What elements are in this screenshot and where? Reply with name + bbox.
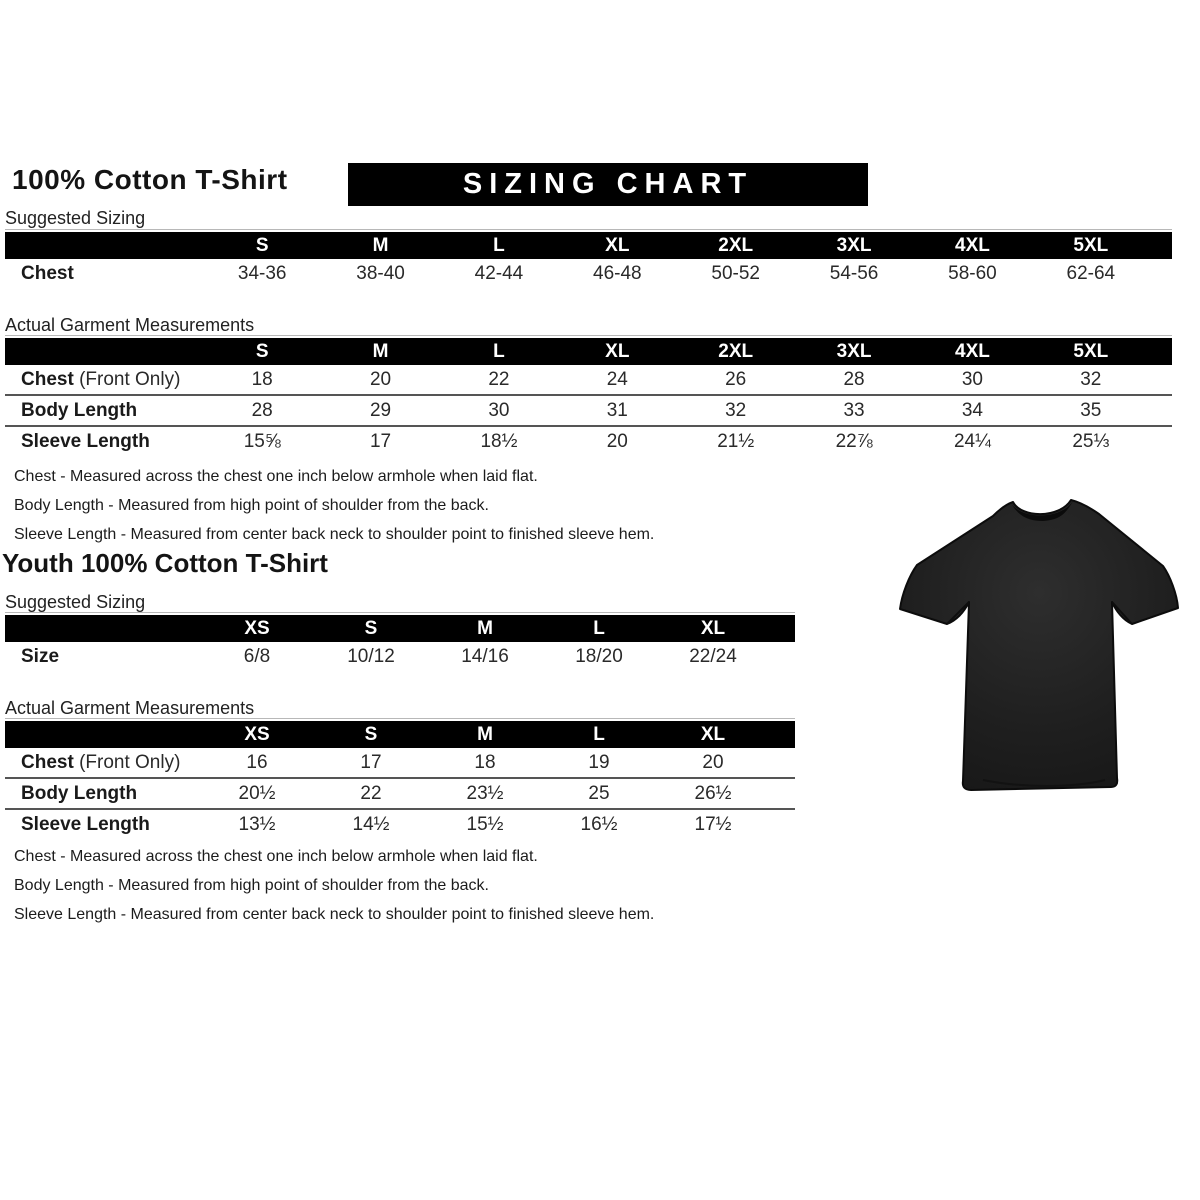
adult-actual-measurements-label: Actual Garment Measurements: [5, 315, 255, 335]
row-label: Chest: [21, 262, 74, 284]
column-header-m: M: [477, 617, 493, 639]
row-label: Body Length: [21, 782, 138, 804]
row-label: Sleeve Length: [21, 430, 150, 452]
table-row: [5, 427, 1172, 456]
column-header-3xl: 3XL: [836, 340, 872, 362]
table-row: [5, 365, 1172, 396]
cell-value: 28: [843, 368, 865, 390]
cell-value: 17½: [694, 813, 732, 835]
tshirt-image: [893, 490, 1185, 802]
column-header-m: M: [372, 340, 389, 362]
cell-value: 31: [606, 399, 628, 421]
note-sleeve-length: Sleeve Length - Measured from center back neck to shoulder point to finished sleeve hem.: [14, 906, 655, 923]
cell-value: 34: [961, 399, 983, 421]
column-header-xl: XL: [605, 234, 630, 256]
cell-value: 62-64: [1066, 262, 1116, 284]
column-header-l: L: [493, 340, 505, 362]
cell-value: 22: [360, 782, 382, 804]
cell-value: 10/12: [347, 645, 395, 667]
column-header-l: L: [593, 617, 605, 639]
column-header-l: L: [593, 723, 605, 745]
youth-suggested-sizing-label: Suggested Sizing: [5, 592, 146, 612]
table-header-row: [5, 721, 795, 748]
cell-value: 26½: [694, 782, 732, 804]
cell-value: 42-44: [474, 262, 524, 284]
column-header-3xl: 3XL: [836, 234, 872, 256]
tshirt-body: [900, 500, 1178, 790]
cell-value: 28: [251, 399, 273, 421]
youth-section-title: Youth 100% Cotton T-Shirt: [2, 548, 328, 578]
cell-value: 20: [606, 430, 628, 452]
cell-value: 24: [606, 368, 628, 390]
adult-section-title: 100% Cotton T-Shirt: [12, 164, 288, 195]
note-sleeve-length: Sleeve Length - Measured from center back neck to shoulder point to finished sleeve hem.: [14, 526, 655, 543]
column-header-2xl: 2XL: [718, 340, 754, 362]
cell-value: 18½: [480, 430, 518, 452]
column-header-s: S: [255, 340, 269, 362]
table-header-row: [5, 232, 1172, 259]
adult-suggested-sizing-label: Suggested Sizing: [5, 208, 146, 228]
cell-value: 50-52: [711, 262, 760, 284]
note-body-length: Body Length - Measured from high point of shoulder from the back.: [14, 497, 489, 514]
column-header-5xl: 5XL: [1073, 340, 1109, 362]
column-header-5xl: 5XL: [1073, 234, 1109, 256]
cell-value: 25⅓: [1072, 430, 1110, 452]
cell-value: 38-40: [356, 262, 405, 284]
cell-value: 20: [369, 368, 392, 390]
youth-actual-measurements-table: [5, 721, 795, 839]
cell-value: 15½: [466, 813, 504, 835]
cell-value: 22/24: [689, 645, 737, 667]
youth-suggested-sizing-table: [5, 615, 795, 671]
cell-value: 13½: [238, 813, 276, 835]
cell-value: 24¼: [953, 430, 991, 452]
cell-value: 14/16: [461, 645, 509, 667]
cell-value: 20: [702, 751, 724, 773]
cell-value: 22⅞: [835, 430, 873, 452]
row-label: Chest (Front Only): [21, 751, 181, 773]
column-header-l: L: [493, 234, 505, 256]
sizing-chart-banner: SIZING CHART: [348, 163, 868, 206]
column-header-2xl: 2XL: [718, 234, 754, 256]
cell-value: 46-48: [593, 262, 642, 284]
cell-value: 29: [369, 399, 392, 421]
cell-value: 30: [488, 399, 510, 421]
row-label: Chest (Front Only): [21, 368, 181, 390]
adult-suggested-sizing-table: [5, 232, 1172, 288]
row-label: Body Length: [21, 399, 138, 421]
table-row: [5, 810, 795, 839]
cell-value: 16: [246, 751, 268, 773]
cell-value: 19: [588, 751, 610, 773]
row-label: Size: [21, 645, 60, 667]
row-label: Sleeve Length: [21, 813, 150, 835]
cell-value: 18/20: [575, 645, 623, 667]
column-header-xl: XL: [605, 340, 630, 362]
cell-value: 25: [588, 782, 610, 804]
note-chest: Chest - Measured across the chest one inch below armhole when laid flat.: [14, 848, 538, 865]
cell-value: 17: [360, 751, 382, 773]
cell-value: 58-60: [948, 262, 997, 284]
cell-value: 18: [251, 368, 273, 390]
table-row: [5, 748, 795, 779]
table-row: [5, 642, 795, 671]
youth-measurement-notes: [14, 842, 654, 929]
adult-measurement-notes: [14, 462, 654, 549]
column-header-m: M: [477, 723, 493, 745]
table-row: [5, 396, 1172, 427]
cell-value: 35: [1080, 399, 1102, 421]
cell-value: 54-56: [829, 262, 879, 284]
cell-value: 18: [474, 751, 496, 773]
cell-value: 26: [725, 368, 747, 390]
table-row: [5, 779, 795, 810]
column-header-s: S: [255, 234, 269, 256]
cell-value: 30: [961, 368, 983, 390]
column-header-4xl: 4XL: [955, 340, 990, 362]
cell-value: 14½: [352, 813, 390, 835]
black-tshirt-photo: [893, 490, 1185, 802]
column-header-xl: XL: [700, 617, 726, 639]
cell-value: 32: [725, 399, 747, 421]
cell-value: 21½: [717, 430, 755, 452]
cell-value: 33: [843, 399, 865, 421]
note-chest: Chest - Measured across the chest one inch below armhole when laid flat.: [14, 468, 538, 485]
cell-value: 32: [1080, 368, 1102, 390]
column-header-m: M: [372, 234, 389, 256]
cell-value: 20½: [238, 782, 276, 804]
note-body-length: Body Length - Measured from high point of shoulder from the back.: [14, 877, 489, 894]
adult-actual-measurements-table: [5, 338, 1172, 456]
cell-value: 34-36: [237, 262, 287, 284]
column-header-xs: XS: [244, 723, 270, 745]
column-header-s: S: [364, 723, 378, 745]
cell-value: 15⅝: [243, 430, 281, 452]
cell-value: 16½: [580, 813, 618, 835]
cell-value: 23½: [466, 782, 504, 804]
cell-value: 22: [488, 368, 510, 390]
youth-actual-measurements-label: Actual Garment Measurements: [5, 698, 255, 718]
table-header-row: [5, 615, 795, 642]
column-header-4xl: 4XL: [955, 234, 990, 256]
table-row: [5, 259, 1172, 288]
table-header-row: [5, 338, 1172, 365]
column-header-xs: XS: [244, 617, 270, 639]
column-header-xl: XL: [700, 723, 726, 745]
cell-value: 6/8: [243, 645, 271, 667]
column-header-s: S: [364, 617, 378, 639]
cell-value: 17: [369, 430, 392, 452]
